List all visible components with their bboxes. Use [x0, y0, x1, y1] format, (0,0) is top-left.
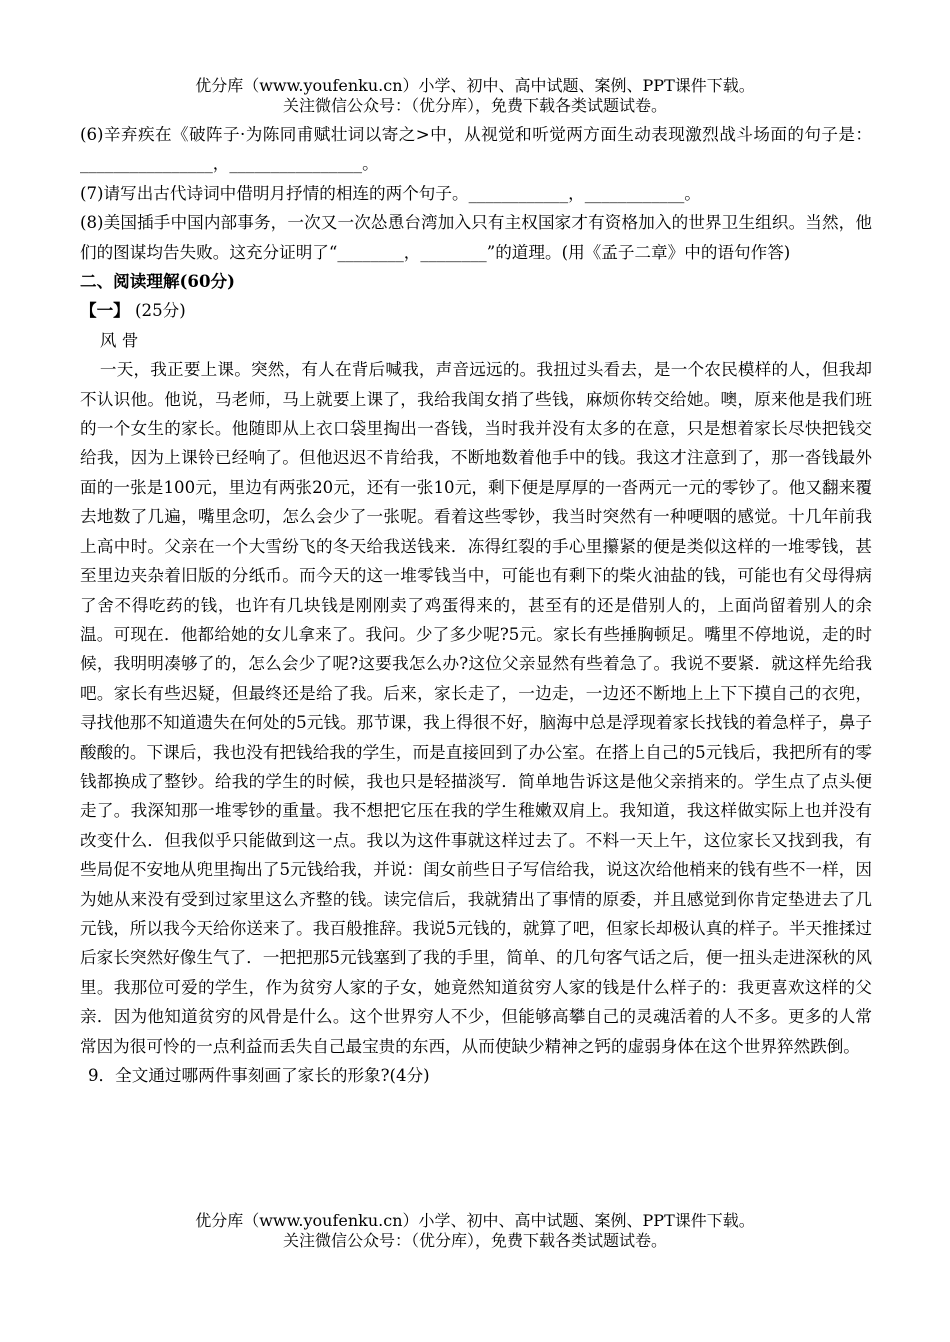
part-score: (25分) [129, 301, 186, 321]
question-6: (6)辛弃疾在《破阵子·为陈同甫赋壮词以寄之>中，从视觉和听觉两方面生动表现激烈战斗场面的句子是：________________，________________。 [80, 125, 872, 174]
footer-line-1: 优分库（www.youfenku.cn）小学、初中、高中试题、案例、PPT课件下载。 [195, 1211, 755, 1230]
story-text: 一天，我正要上课。突然，有人在背后喊我，声音远远的。我扭过头看去，是一个农民模样的人，但我却不认识他。他说，马老师，马上就要上课了，我给我闺女捎了些钱，麻烦你转交给她。噢，原来他是我们班的一个女生的家长。他随即从上衣口袋里掏出一沓钱，当时我并没有太多的在意，只是想着家长尽快把钱交给我，因为上课铃已经响了。但他迟迟不肯给我，不断地数着他手中的钱。我这才注意到了，那一沓钱最外面的一张是100元，里边有两张20元，还有一张10元，剩下便是厚厚的一沓两元一元的零钞了。他又翻来覆去地数了几遍，嘴里念叨，怎么会少了一张呢。看着这些零钞，我当时突然有一种哽咽的感觉。十几年前我上高中时。父亲在一个大雪纷飞的冬天给我送钱来．冻得红裂的手心里攥紧的便是类似这样的一堆零钱，甚至里边夹杂着旧版的分纸币。而今天的这一堆零钱当中，可能也有剩下的柴火油盐的钱，可能也有父母得病了舍不得吃药的钱，也许有几块钱是刚刚卖了鸡蛋得来的，甚至有的还是借别人的，上面尚留着别人的余温。可现在．他都给她的女儿拿来了。我问。少了多少呢?5元。家长有些捶胸顿足。嘴里不停地说，走的时候，我明明凑够了的，怎么会少了呢?这要我怎么办?这位父亲显然有些着急了。我说不要紧．就这样先给我吧。家长有些迟疑，但最终还是给了我。后来，家长走了，一边走，一边还不断地上上下下摸自己的衣兜，寻找他那不知道遗失在何处的5元钱。那节课，我上得很不好，脑海中总是浮现着家长找钱的着急样子，鼻子酸酸的。下课后，我也没有把钱给我的学生，而是直接回到了办公室。在搭上自己的5元钱后，我把所有的零钱都换成了整钞。给我的学生的时候，我也只是轻描淡写．简单地告诉这是他父亲捎来的。学生点了点头便走了。我深知那一堆零钞的重量。我不想把它压在我的学生稚嫩双肩上。我知道，我这样做实际上也并没有改变什么．但我似乎只能做到这一点。我以为这件事就这样过去了。不料一天上午，这位家长又找到我，有些局促不安地从兜里掏出了5元钱给我，并说：闺女前些日子写信给我，说这次给他梢来的钱有些不一样，因为她从来没有受到过家里这么齐整的钱。读完信后，我就猜出了事情的原委，并且感觉到你肯定垫进去了几元钱，所以我今天给你送来了。我百般推辞。我说5元钱的，就算了吧，但家长却极认真的样子。半天推揉过后家长突然好像生气了．一把把那5元钱塞到了我的手里，简单、的几句客气话之后，便一扭头走进深秋的风里。我那位可爱的学生，作为贫穷人家的子女，她竟然知道贫穷人家的钱是什么样子的：我更喜欢这样的父亲．因为他知道贫穷的风骨是什么。这个世界穷人不少，但能够高攀自己的灵魂活着的人不多。更多的人常常因为很可怜的一点利益而丢失自己最宝贵的东西，从而使缺少精神之钙的虚弱身体在这个世界猝然跌倒。 [80, 360, 872, 1056]
page-footer [0, 1211, 950, 1251]
story-title: 风 骨 [99, 330, 139, 350]
header-line-2: 关注微信公众号：（优分库），免费下载各类试题试卷。 [282, 96, 667, 115]
header-line-1: 优分库（www.youfenku.cn）小学、初中、高中试题、案例、PPT课件下载。 [195, 76, 755, 95]
section-heading: 二、阅读理解(60分) [80, 271, 235, 292]
question-7: (7)请写出古代诗词中借明月抒情的相连的两个句子。____________，____________。 [80, 183, 701, 203]
part-label: 【一】 [80, 300, 130, 321]
question-9: 9．全文通过哪两件事刻画了家长的形象?(4分) [88, 1066, 430, 1085]
page-header [0, 76, 950, 116]
footer-line-2: 关注微信公众号：（优分库），免费下载各类试题试卷。 [282, 1231, 667, 1250]
part-heading [80, 296, 872, 325]
document-body [80, 120, 872, 1090]
question-8: (8)美国插手中国内部事务，一次又一次怂恿台湾加入只有主权国家才有资格加入的世界卫生组织。当然，他们的图谋均告失败。这充分证明了“________，________”的道理。(用《孟子二章》中的语句作答) [80, 213, 872, 262]
